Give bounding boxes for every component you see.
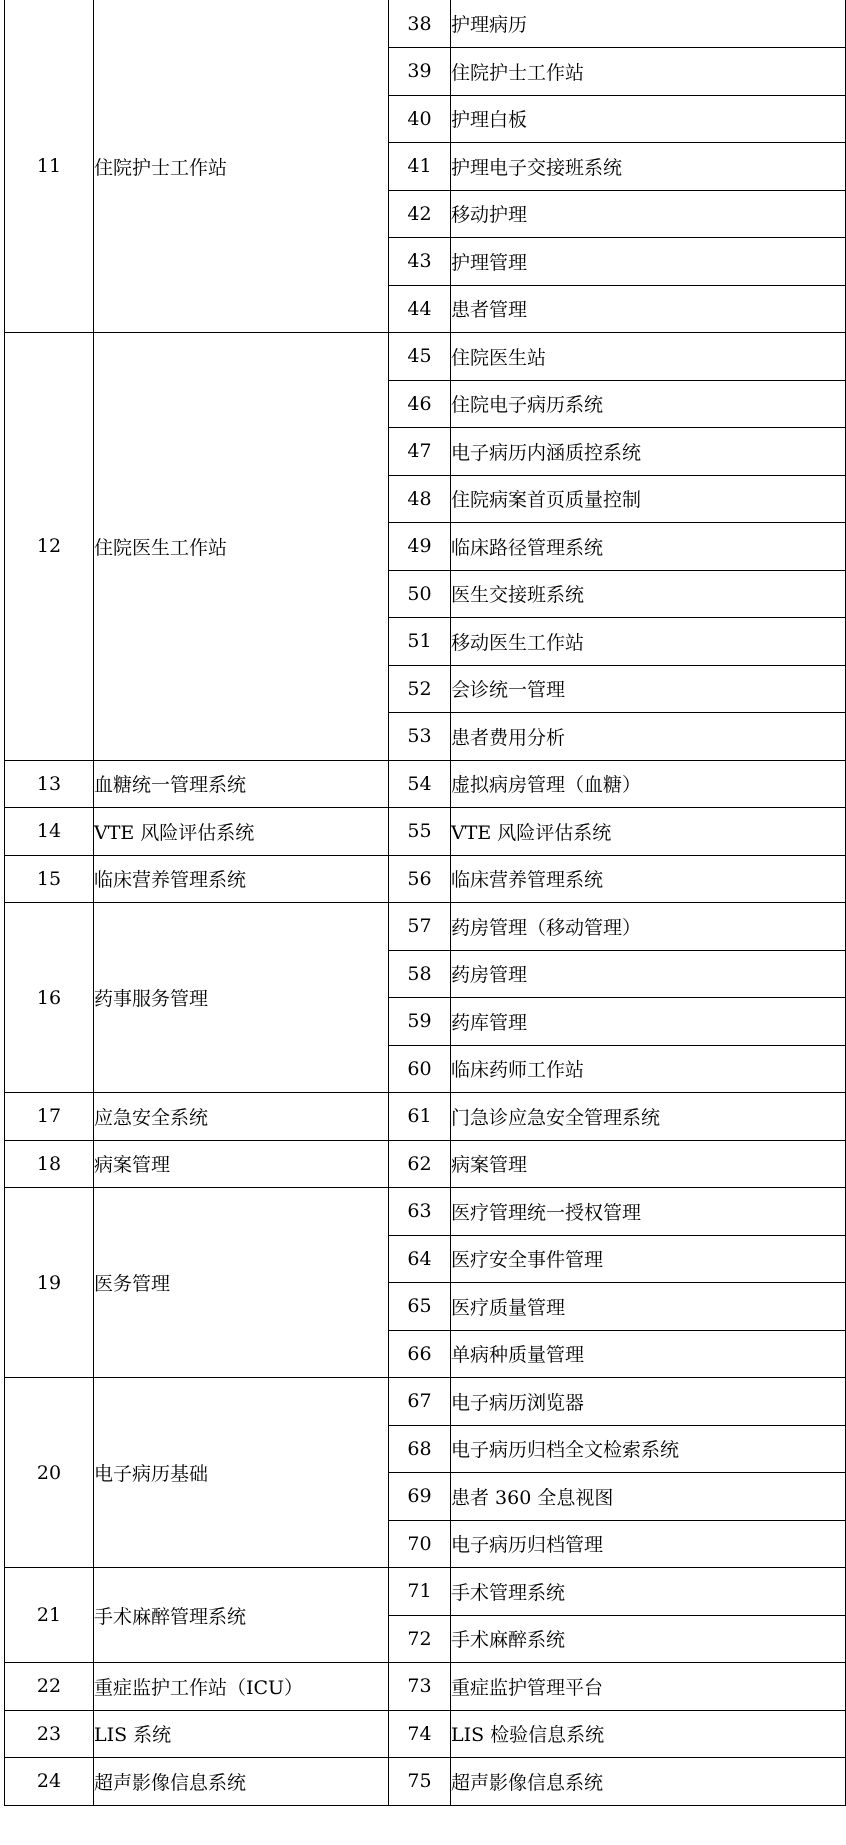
group-number-cell: 24 — [5, 1758, 94, 1806]
table-row — [5, 1093, 846, 1141]
item-number-cell: 56 — [389, 855, 451, 903]
item-number-cell: 58 — [389, 950, 451, 998]
table-row — [5, 1568, 846, 1616]
item-name-cell: 重症监护管理平台 — [451, 1663, 846, 1711]
group-name-cell: VTE 风险评估系统 — [94, 808, 389, 856]
table-row — [5, 1188, 846, 1236]
item-name-cell: 医疗安全事件管理 — [451, 1235, 846, 1283]
group-name-cell: 手术麻醉管理系统 — [94, 1568, 389, 1663]
table-row — [5, 1758, 846, 1806]
item-number-cell: 41 — [389, 143, 451, 191]
item-name-cell: 医疗质量管理 — [451, 1283, 846, 1331]
item-name-cell: 电子病历归档全文检索系统 — [451, 1425, 846, 1473]
table-row — [5, 1378, 846, 1426]
group-number-cell: 15 — [5, 855, 94, 903]
item-name-cell: 虚拟病房管理（血糖） — [451, 760, 846, 808]
system-module-table — [4, 0, 846, 1806]
item-name-cell: 患者费用分析 — [451, 713, 846, 761]
item-number-cell: 47 — [389, 428, 451, 476]
group-name-cell: LIS 系统 — [94, 1710, 389, 1758]
group-number-cell: 23 — [5, 1710, 94, 1758]
item-number-cell: 66 — [389, 1330, 451, 1378]
item-number-cell: 57 — [389, 903, 451, 951]
group-number-cell: 12 — [5, 333, 94, 761]
item-number-cell: 43 — [389, 238, 451, 286]
group-name-cell: 病案管理 — [94, 1140, 389, 1188]
group-number-cell: 18 — [5, 1140, 94, 1188]
item-name-cell: 护理病历 — [451, 0, 846, 48]
group-number-cell: 22 — [5, 1663, 94, 1711]
item-name-cell: 手术管理系统 — [451, 1568, 846, 1616]
item-name-cell: 医疗管理统一授权管理 — [451, 1188, 846, 1236]
item-number-cell: 50 — [389, 570, 451, 618]
item-name-cell: 门急诊应急安全管理系统 — [451, 1093, 846, 1141]
item-name-cell: 超声影像信息系统 — [451, 1758, 846, 1806]
item-name-cell: 患者管理 — [451, 285, 846, 333]
item-number-cell: 62 — [389, 1140, 451, 1188]
item-name-cell: 护理电子交接班系统 — [451, 143, 846, 191]
group-number-cell: 19 — [5, 1188, 94, 1378]
item-name-cell: 临床药师工作站 — [451, 1045, 846, 1093]
item-name-cell: 移动医生工作站 — [451, 618, 846, 666]
group-name-cell: 住院医生工作站 — [94, 333, 389, 761]
item-number-cell: 38 — [389, 0, 451, 48]
item-number-cell: 42 — [389, 190, 451, 238]
group-name-cell: 应急安全系统 — [94, 1093, 389, 1141]
item-number-cell: 67 — [389, 1378, 451, 1426]
item-number-cell: 73 — [389, 1663, 451, 1711]
table-row — [5, 855, 846, 903]
item-name-cell: VTE 风险评估系统 — [451, 808, 846, 856]
item-number-cell: 45 — [389, 333, 451, 381]
item-number-cell: 48 — [389, 475, 451, 523]
table-row — [5, 0, 846, 48]
item-number-cell: 72 — [389, 1615, 451, 1663]
group-number-cell: 20 — [5, 1378, 94, 1568]
item-number-cell: 51 — [389, 618, 451, 666]
item-name-cell: 患者 360 全息视图 — [451, 1473, 846, 1521]
table-row — [5, 1140, 846, 1188]
item-number-cell: 46 — [389, 380, 451, 428]
group-name-cell: 住院护士工作站 — [94, 0, 389, 333]
group-number-cell: 17 — [5, 1093, 94, 1141]
item-number-cell: 55 — [389, 808, 451, 856]
group-name-cell: 临床营养管理系统 — [94, 855, 389, 903]
item-number-cell: 59 — [389, 998, 451, 1046]
item-number-cell: 39 — [389, 48, 451, 96]
item-name-cell: 住院电子病历系统 — [451, 380, 846, 428]
item-number-cell: 49 — [389, 523, 451, 571]
item-name-cell: 医生交接班系统 — [451, 570, 846, 618]
group-name-cell: 重症监护工作站（ICU） — [94, 1663, 389, 1711]
item-number-cell: 52 — [389, 665, 451, 713]
group-name-cell: 超声影像信息系统 — [94, 1758, 389, 1806]
item-name-cell: 单病种质量管理 — [451, 1330, 846, 1378]
item-number-cell: 60 — [389, 1045, 451, 1093]
item-name-cell: 手术麻醉系统 — [451, 1615, 846, 1663]
group-number-cell: 21 — [5, 1568, 94, 1663]
item-number-cell: 44 — [389, 285, 451, 333]
item-number-cell: 65 — [389, 1283, 451, 1331]
group-name-cell: 医务管理 — [94, 1188, 389, 1378]
item-number-cell: 63 — [389, 1188, 451, 1236]
item-number-cell: 70 — [389, 1520, 451, 1568]
item-name-cell: 电子病历内涵质控系统 — [451, 428, 846, 476]
item-name-cell: LIS 检验信息系统 — [451, 1710, 846, 1758]
item-number-cell: 69 — [389, 1473, 451, 1521]
table-row — [5, 903, 846, 951]
item-number-cell: 64 — [389, 1235, 451, 1283]
item-name-cell: 电子病历归档管理 — [451, 1520, 846, 1568]
item-number-cell: 53 — [389, 713, 451, 761]
table-row — [5, 1710, 846, 1758]
table-body — [5, 0, 846, 1805]
item-name-cell: 护理管理 — [451, 238, 846, 286]
group-number-cell: 13 — [5, 760, 94, 808]
group-name-cell: 电子病历基础 — [94, 1378, 389, 1568]
item-name-cell: 药房管理 — [451, 950, 846, 998]
item-name-cell: 病案管理 — [451, 1140, 846, 1188]
item-name-cell: 药库管理 — [451, 998, 846, 1046]
table-row — [5, 808, 846, 856]
table-row — [5, 760, 846, 808]
item-name-cell: 会诊统一管理 — [451, 665, 846, 713]
item-number-cell: 68 — [389, 1425, 451, 1473]
table-row — [5, 1663, 846, 1711]
item-name-cell: 电子病历浏览器 — [451, 1378, 846, 1426]
item-name-cell: 住院护士工作站 — [451, 48, 846, 96]
item-name-cell: 护理白板 — [451, 95, 846, 143]
item-number-cell: 61 — [389, 1093, 451, 1141]
item-number-cell: 54 — [389, 760, 451, 808]
group-number-cell: 16 — [5, 903, 94, 1093]
item-name-cell: 临床路径管理系统 — [451, 523, 846, 571]
item-number-cell: 71 — [389, 1568, 451, 1616]
item-name-cell: 移动护理 — [451, 190, 846, 238]
group-name-cell: 药事服务管理 — [94, 903, 389, 1093]
group-name-cell: 血糖统一管理系统 — [94, 760, 389, 808]
group-number-cell: 14 — [5, 808, 94, 856]
item-name-cell: 临床营养管理系统 — [451, 855, 846, 903]
item-number-cell: 40 — [389, 95, 451, 143]
table-row — [5, 333, 846, 381]
item-name-cell: 住院医生站 — [451, 333, 846, 381]
item-number-cell: 75 — [389, 1758, 451, 1806]
item-number-cell: 74 — [389, 1710, 451, 1758]
item-name-cell: 药房管理（移动管理） — [451, 903, 846, 951]
item-name-cell: 住院病案首页质量控制 — [451, 475, 846, 523]
group-number-cell: 11 — [5, 0, 94, 333]
